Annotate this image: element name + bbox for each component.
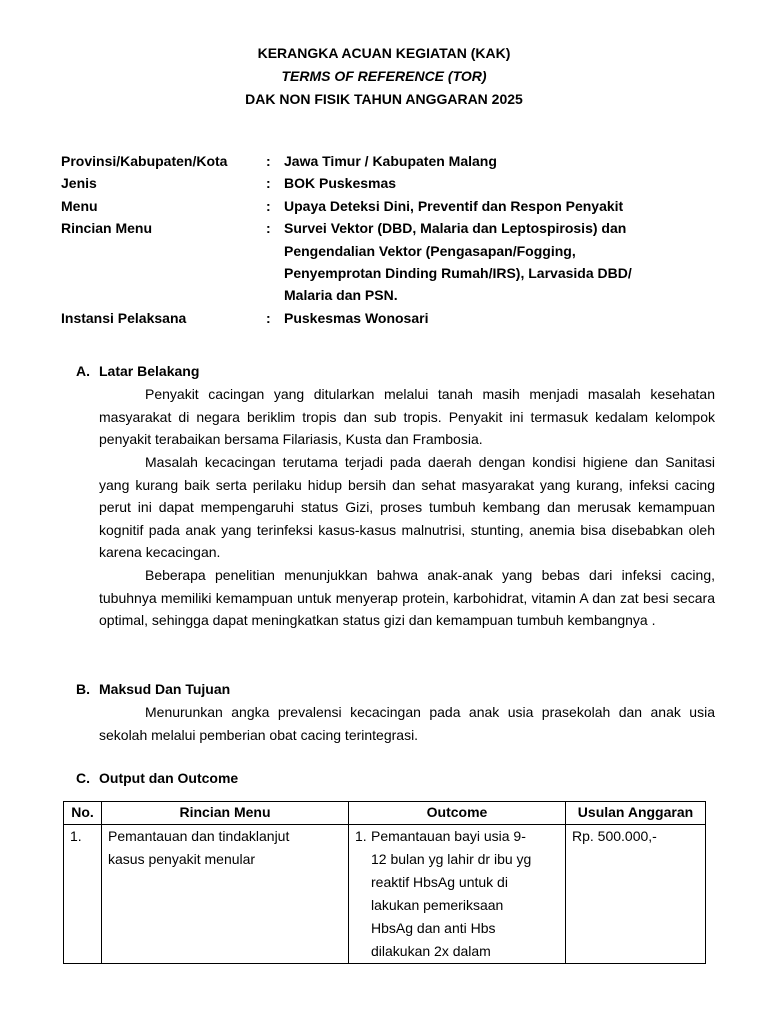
doc-subtitle: TERMS OF REFERENCE (TOR) [281,68,487,84]
paragraph: Penyakit cacingan yang ditularkan melalui tanah masih menjadi masalah kesehatan masyarakat di negara beriklim tropis dan sub tropis. Penyakit ini termasuk kedalam kelompok penyakit terabaikan bersama Filariasis, Kusta dan Frambosia. [99,386,715,448]
outcome-text [371,825,531,963]
cell-rincian-menu [102,825,349,964]
cell-line: 12 bulan yg lahir dr ibu yg [371,851,532,867]
meta-label: Menu [61,198,98,214]
header-usulan-anggaran: Usulan Anggaran [566,802,706,825]
cell-line: kasus penyakit menular [108,851,256,867]
cell-line: lakukan pemeriksaan [371,897,504,913]
section-title: Latar Belakang [99,363,200,379]
meta-label: Instansi Pelaksana [61,310,187,326]
meta-colon: : [266,153,271,169]
section-title: Output dan Outcome [99,770,239,786]
header-outcome: Outcome [349,802,566,825]
meta-value-line: Survei Vektor (DBD, Malaria dan Leptospirosis) dan [284,220,627,236]
cell-usulan-anggaran: Rp. 500.000,- [566,825,706,964]
outcome-number: 1. [355,828,367,844]
meta-colon: : [266,175,271,191]
doc-year-title: DAK NON FISIK TAHUN ANGGARAN 2025 [245,91,523,107]
doc-title: KERANGKA ACUAN KEGIATAN (KAK) [257,45,511,61]
meta-value: Upaya Deteksi Dini, Preventif dan Respon Penyakit [284,198,624,214]
cell-line: dilakukan 2x dalam [371,943,491,959]
cell-line: reaktif HbsAg untuk di [371,874,508,890]
meta-value-line: Pengendalian Vektor (Pengasapan/Fogging, [284,243,576,259]
meta-value: Puskesmas Wonosari [284,310,429,326]
meta-value: Jawa Timur / Kabupaten Malang [284,153,497,169]
cell-line: Pemantauan bayi usia 9- [371,828,526,844]
section-title: Maksud Dan Tujuan [99,681,231,697]
header-no: No. [64,802,102,825]
paragraph: Beberapa penelitian menunjukkan bahwa anak-anak yang bebas dari infeksi cacing, tubuhnya memiliki kemampuan untuk menyerap protein, karbohidrat, vitamin A dan zat besi secara optimal, sehingga dapat meningkatkan status gizi dan kemampuan tumbuh kembangnya . [99,567,715,629]
header-rincian-menu: Rincian Menu [102,802,349,825]
outcome-item [355,825,559,963]
cell-outcome [349,825,566,964]
section-letter: A. [76,363,90,379]
cell-line: Pemantauan dan tindaklanjut [108,828,290,844]
meta-value: BOK Puskesmas [284,175,397,191]
meta-label: Provinsi/Kabupaten/Kota [61,153,228,169]
cell-line: HbsAg dan anti Hbs [371,920,496,936]
section-letter: C. [76,770,90,786]
cell-no: 1. [64,825,102,964]
meta-label: Rincian Menu [61,220,153,236]
section-letter: B. [76,681,90,697]
meta-colon: : [266,220,271,236]
meta-colon: : [266,198,271,214]
meta-label: Jenis [61,175,97,191]
meta-colon: : [266,310,271,326]
table-row [64,825,706,964]
meta-value-line: Penyemprotan Dinding Rumah/IRS), Larvasida DBD/ [284,265,632,281]
paragraph: Menurunkan angka prevalensi kecacingan pada anak usia prasekolah dan anak usia sekolah melalui pemberian obat cacing terintegrasi. [99,704,715,743]
table-header-row [64,802,706,825]
output-outcome-table [63,801,706,964]
paragraph: Masalah kecacingan terutama terjadi pada daerah dengan kondisi higiene dan Sanitasi yang kurang baik serta perilaku hidup bersih dan sehat masyarakat yang kurang, infeksi cacing perut ini dapat mempengaruhi status Gizi, proses tumbuh kembang dan merusak kemampuan kognitif pada anak yang terinfeksi kasus-kasus malnutrisi, stunting, anemia bisa disebabkan oleh karena kecacingan. [99,454,715,561]
meta-value-line: Malaria dan PSN. [284,287,398,303]
